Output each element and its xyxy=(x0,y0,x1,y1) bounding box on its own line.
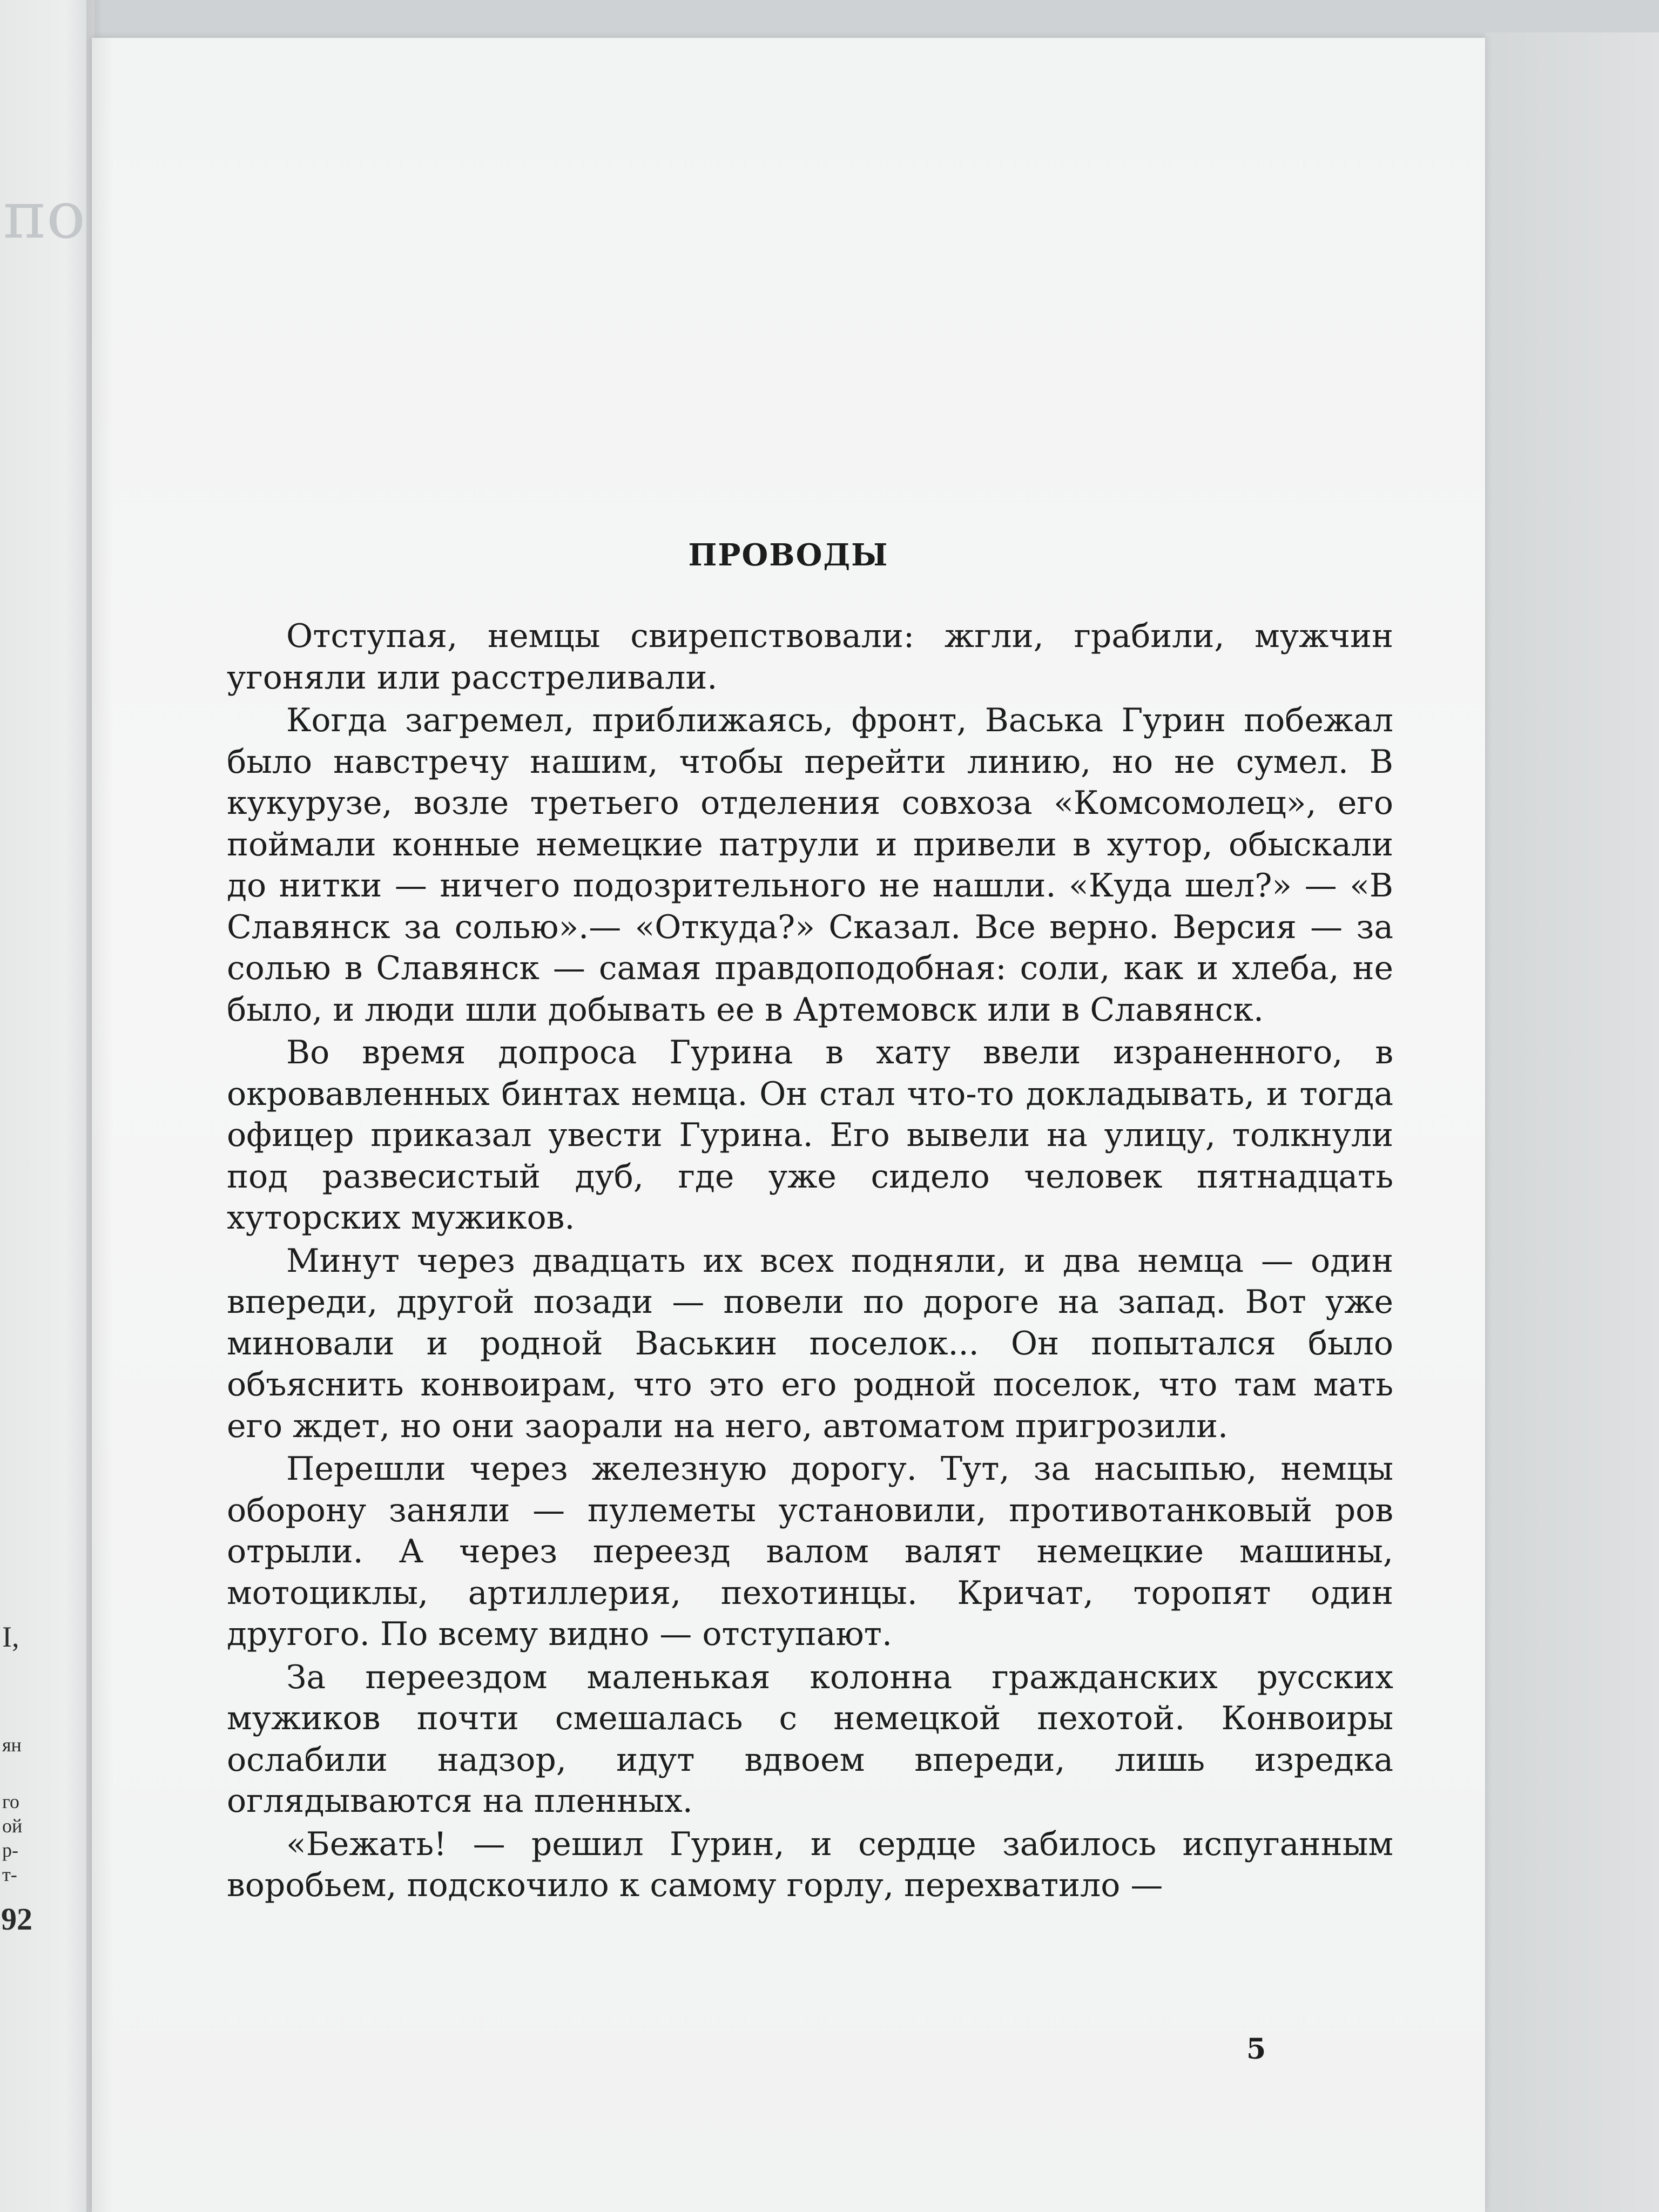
left-page-fragment: ой xyxy=(2,1815,23,1837)
book-page xyxy=(92,38,1485,2212)
paragraph: Во время допроса Гурина в хату ввели израненного, в окровавленных бинтах немца. Он стал что-то докладывать, и тогда офицер приказал увести Гурина. Его вывели на улицу, толкнули под развесистый дуб, где уже сидело человек пятнадцать хуторских мужиков. xyxy=(227,1034,1393,1237)
page-edge-shadow xyxy=(92,38,113,2212)
left-page-number-fragment: 92 xyxy=(1,1901,32,1937)
page-body xyxy=(227,616,1393,1908)
chapter-title: ПРОВОДЫ xyxy=(688,537,889,573)
background-surface xyxy=(1485,32,1659,2212)
paragraph: Перешли через железную дорогу. Тут, за насыпью, немцы оборону заняли — пулеметы установили, противотанковый ров отрыли. А через переезд валом валят немецкие машины, мотоциклы, артиллерия, пехотинцы. Кричат, торопят один другого. По всему видно — отступают. xyxy=(227,1450,1393,1653)
left-page-heading-fragment: по xyxy=(3,178,86,253)
left-page-fragment: го xyxy=(2,1791,19,1812)
paragraph: За переездом маленькая колонна гражданских русских мужиков почти смешалась с немецкой пехотой. Конвоиры ослабили надзор, идут вдвоем впереди, лишь изредка оглядываются на пленных. xyxy=(227,1658,1393,1820)
paragraph: Минут через двадцать их всех подняли, и два немца — один впереди, другой позади — повели по дороге на запад. Вот уже миновали и родной Васькин поселок... Он попытался было объяснить конвоирам, что это его родной поселок, что там мать его ждет, но они заорали на него, автоматом пригрозили. xyxy=(227,1242,1393,1445)
paragraph: Когда загремел, приближаясь, фронт, Васька Гурин побежал было навстречу нашим, чтобы перейти линию, но не сумел. В кукурузе, возле третьего отделения совхоза «Комсомолец», его поймали конные немецкие патрули и привели в хутор, обыскали до нитки — ничего подозрительного не нашли. «Куда шел?» — «В Славянск за солью».— «Откуда?» Сказал. Все верно. Версия — за солью в Славянск — самая правдоподобная: соли, как и хлеба, не было, и люди шли добывать ее в Артемовск или в Славянск. xyxy=(227,702,1393,1029)
paragraph: «Бежать! — решил Гурин, и сердце забилось испуганным воробьем, подскочило к самому горлу, перехватило — xyxy=(227,1825,1393,1904)
left-page-fragment: т- xyxy=(2,1864,17,1885)
left-page-fragment: р- xyxy=(2,1839,18,1861)
page-number: 5 xyxy=(1246,2033,1266,2066)
paragraph: Отступая, немцы свирепствовали: жгли, грабили, мужчин угоняли или расстреливали. xyxy=(227,617,1393,697)
left-page xyxy=(0,0,95,2212)
left-page-fragment: ян xyxy=(2,1734,22,1756)
left-page-fragment: I, xyxy=(2,1621,19,1653)
